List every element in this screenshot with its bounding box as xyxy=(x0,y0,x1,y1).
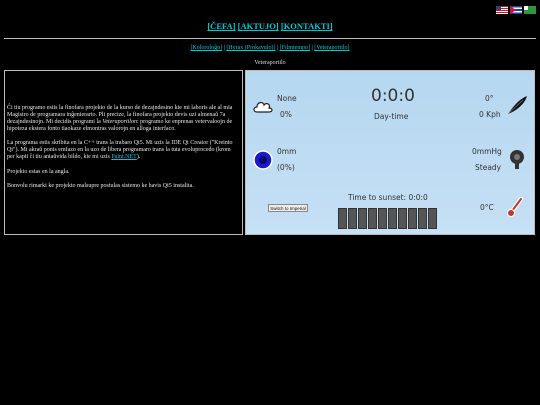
cloud-icon xyxy=(251,94,275,118)
description-paragraph: Ĉi tiu programo estis la finofara projekto de la kurso de dezajndesino kie mi laboris ale al mia Magistro de programara inĝenierarto. Pli precize, la finofara projekto devis uzi almenaŭ 7a dezajndesinojn. Mi decidis programi la Veteraportilon: programo ke enprenas vetervaloojn de hipoteza ekstera fonto tiaokaze elmontras valorojn en alloga interfaco. xyxy=(7,105,233,133)
sunset-bar-segment xyxy=(418,208,427,229)
sunset-bar-segment xyxy=(378,208,387,229)
sunset-progress-bars xyxy=(338,208,437,229)
pressure-value: 0mmHg xyxy=(472,147,502,156)
description-paragraph: La programa estis skribita en la C++ trans la trabaro Qt5. Mi uzis la IDE Qt Creator ("Kreinto Qt"). Mi akraŭ ponis emfazo en la uzo de libera programaro trans la tuta evoluprocedo (krom per kapti ĉi tiu antaŭvida bildo, kie mi uzis Paint.NET). xyxy=(7,140,233,161)
raindrop-icon xyxy=(251,148,275,172)
wind-direction: 0° xyxy=(485,94,494,103)
pressure-trend: Steady xyxy=(475,163,502,172)
temperature-value: 0°C xyxy=(480,203,494,212)
project-nav xyxy=(0,45,540,51)
thermometer-icon xyxy=(505,195,529,219)
sunset-bar-segment xyxy=(358,208,367,229)
project-link-hyrax[interactable]: [Hyrax (Prokavulo)] xyxy=(226,45,276,51)
sunset-bar-segment xyxy=(408,208,417,229)
page-title: Veteraportilo xyxy=(254,60,286,66)
esperanto-flag-icon[interactable] xyxy=(524,6,536,14)
project-description xyxy=(4,70,243,235)
sunset-bar-segment xyxy=(388,208,397,229)
nav-home-link[interactable]: [ČEFA] xyxy=(207,21,236,31)
us-flag-icon[interactable] xyxy=(496,6,508,14)
rain-percent: (0%) xyxy=(277,163,295,172)
language-flags xyxy=(496,6,536,14)
wind-speed: 0 Kph xyxy=(479,110,501,119)
pressure-gauge-icon xyxy=(505,147,529,171)
project-link-koloroloĝo[interactable]: [Koloroloĝo] xyxy=(190,45,223,51)
divider xyxy=(4,38,536,39)
nav-projects-link[interactable]: [AKTUJO] xyxy=(237,21,279,31)
day-period: Day-time xyxy=(374,112,409,121)
clock-display: 0:0:0 xyxy=(371,86,415,106)
switch-units-button[interactable]: Switch to Imperial xyxy=(268,204,308,212)
sunset-bar-segment xyxy=(368,208,377,229)
rain-amount: 0mm xyxy=(277,147,297,156)
sunset-bar-segment xyxy=(398,208,407,229)
sunset-bar-segment xyxy=(348,208,357,229)
sunset-bar-segment xyxy=(428,208,437,229)
sunset-bar-segment xyxy=(338,208,347,229)
sunset-countdown: Time to sunset: 0:0:0 xyxy=(348,193,428,202)
separator: | xyxy=(311,45,313,51)
description-paragraph: Bonvolu rimarki ke projekto malsupre postulas sistemo ke havis Qt5 instalita. xyxy=(7,182,194,189)
paint-net-link[interactable]: Paint.NET xyxy=(111,154,137,161)
project-link-veteraportilo[interactable]: [Veteraportilo] xyxy=(314,45,350,51)
weather-app-screenshot xyxy=(245,70,535,235)
feather-icon xyxy=(505,93,529,117)
project-link-filmtempo[interactable]: [Filmtempo] xyxy=(279,45,311,51)
separator: | xyxy=(276,45,279,51)
precipitation-type: None xyxy=(277,94,297,103)
main-nav xyxy=(0,21,540,31)
nav-contact-link[interactable]: [KONTAKTI] xyxy=(280,21,333,31)
separator: | xyxy=(223,45,225,51)
cuba-flag-icon[interactable] xyxy=(510,6,522,14)
description-paragraph: Projekto estas en la angla. xyxy=(7,168,70,175)
precipitation-chance: 0% xyxy=(280,110,292,119)
